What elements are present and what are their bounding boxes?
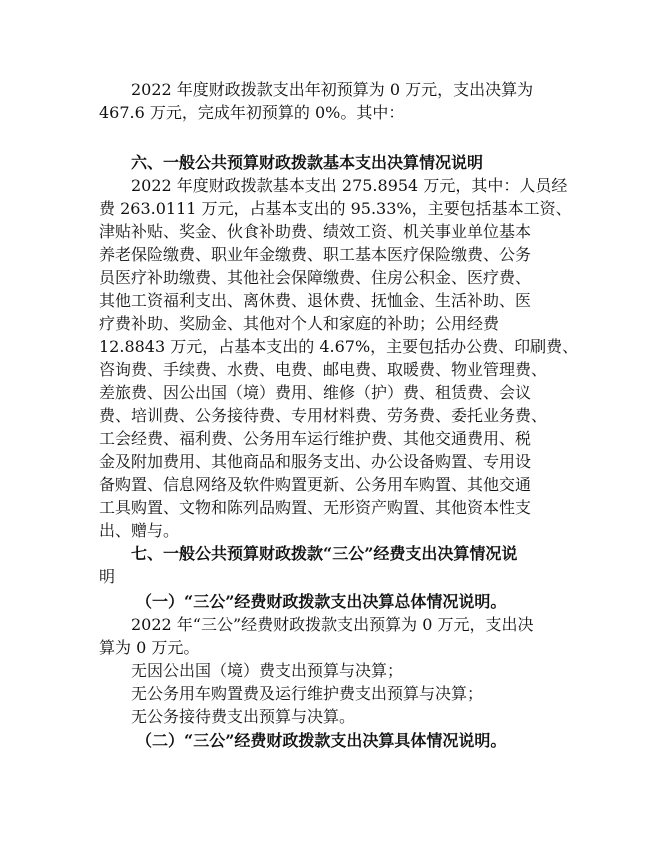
intro-line-2: 467.6 万元，完成年初预算的 0%。其中： xyxy=(99,103,405,122)
section6-line: 津贴补贴、奖金、伙食补助费、绩效工资、机关事业单位基本 xyxy=(99,222,532,241)
section6-line: 咨询费、手续费、水费、电费、邮电费、取暖费、物业管理费、 xyxy=(99,360,548,379)
section7-sub1-line: 2022 年“三公”经费财政拨款支出预算为 0 万元，支出决 xyxy=(131,615,534,634)
section7-sub1-heading: （一）“三公”经费财政拨款支出决算总体情况说明。 xyxy=(136,592,507,611)
section6-line: 其他工资福利支出、离休费、退休费、抚恤金、生活补助、医 xyxy=(99,291,532,310)
section6-line: 疗费补助、奖励金、其他对个人和家庭的补助；公用经费 xyxy=(99,314,500,333)
section7-sub2-heading: （二）“三公”经费财政拨款支出决算具体情况说明。 xyxy=(136,731,507,750)
section6-line: 备购置、信息网络及软件购置更新、公务用车购置、其他交通 xyxy=(99,475,532,494)
section6-line: 费 263.0111 万元，占基本支出的 95.33%，主要包括基本工资、 xyxy=(99,199,572,218)
section7-sub1-line: 无公务用车购置费及运行维护费支出预算与决算； xyxy=(131,684,484,703)
section6-heading: 六、一般公共预算财政拨款基本支出决算情况说明 xyxy=(131,153,484,172)
section7-heading-cont: 明 xyxy=(99,567,116,586)
section7-heading: 七、一般公共预算财政拨款“三公”经费支出决算情况说 xyxy=(131,544,518,563)
section7-sub1-line: 无因公出国（境）费支出预算与决算； xyxy=(131,661,404,680)
intro-line-1: 2022 年度财政拨款支出年初预算为 0 万元，支出决算为 xyxy=(131,80,534,99)
section6-line: 费、培训费、公务接待费、专用材料费、劳务费、委托业务费、 xyxy=(99,406,548,425)
section7-sub1-line: 无公务接待费支出预算与决算。 xyxy=(131,707,356,726)
section6-line: 工具购置、文物和陈列品购置、无形资产购置、其他资本性支 xyxy=(99,498,532,517)
section6-line: 出、赠与。 xyxy=(99,521,180,540)
section6-line: 工会经费、福利费、公务用车运行维护费、其他交通费用、税 xyxy=(99,429,532,448)
section7-sub1-line: 算为 0 万元。 xyxy=(99,638,200,657)
section6-line: 养老保险缴费、职业年金缴费、职工基本医疗保险缴费、公务 xyxy=(99,245,532,264)
section6-line: 员医疗补助缴费、其他社会保障缴费、住房公积金、医疗费、 xyxy=(99,268,532,287)
section6-line: 金及附加费用、其他商品和服务支出、办公设备购置、专用设 xyxy=(99,452,532,471)
section6-line: 2022 年度财政拨款基本支出 275.8954 万元，其中：人员经 xyxy=(131,176,568,195)
section6-line: 12.8843 万元，占基本支出的 4.67%，主要包括办公费、印刷费、 xyxy=(99,337,579,356)
section6-line: 差旅费、因公出国（境）费用、维修（护）费、租赁费、会议 xyxy=(99,383,532,402)
